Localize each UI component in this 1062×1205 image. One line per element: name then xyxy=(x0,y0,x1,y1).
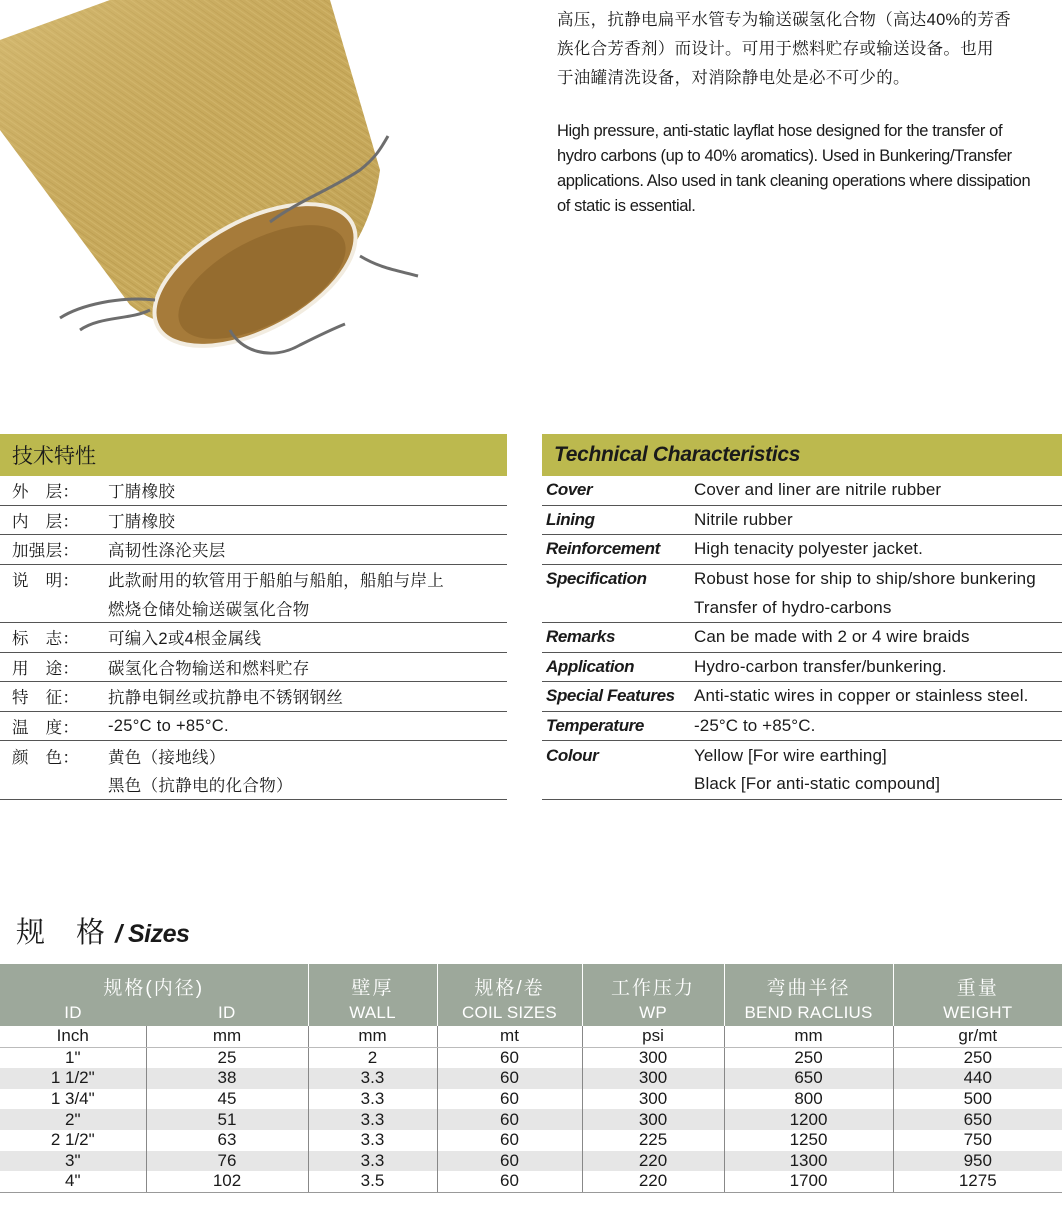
col-header-en: ID xyxy=(0,1000,146,1026)
spec-value: 高韧性涤沦夹层 xyxy=(108,535,507,565)
spec-key: 外 层： xyxy=(0,476,108,505)
spec-value: -25°C to +85°C. xyxy=(108,711,507,741)
col-header-cn: 工作压力 xyxy=(582,964,724,1000)
table-cell: 60 xyxy=(437,1130,582,1151)
table-cell: 76 xyxy=(146,1151,308,1172)
spec-value: 丁腈橡胶 xyxy=(108,505,507,535)
spec-key: Lining xyxy=(542,505,694,535)
spec-value: 黑色（抗静电的化合物） xyxy=(108,770,507,799)
table-cell: 1 3/4" xyxy=(0,1089,146,1110)
spec-value: Can be made with 2 or 4 wire braids xyxy=(694,622,1062,652)
spec-key: 说 明： xyxy=(12,572,80,591)
spec-value: 此款耐用的软管用于船舶与船舶，船舶与岸上 xyxy=(108,572,444,591)
col-header-en: WEIGHT xyxy=(893,1000,1062,1026)
table-cell: 220 xyxy=(582,1171,724,1192)
spec-key: 内 层： xyxy=(0,505,108,535)
col-header-en: BEND RACLIUS xyxy=(724,1000,893,1026)
table-cell: 650 xyxy=(893,1109,1062,1130)
table-row xyxy=(0,1089,1062,1110)
spec-key: 温 度： xyxy=(0,711,108,741)
table-cell: 4" xyxy=(0,1171,146,1192)
unit-cell: mt xyxy=(437,1026,582,1047)
spec-key: Cover xyxy=(542,476,694,505)
table-cell: 950 xyxy=(893,1151,1062,1172)
unit-cell: psi xyxy=(582,1026,724,1047)
table-cell: 220 xyxy=(582,1151,724,1172)
col-header-cn: 规格/卷 xyxy=(437,964,582,1000)
spec-key: 特 征： xyxy=(0,682,108,712)
table-cell: 60 xyxy=(437,1047,582,1068)
table-cell: 300 xyxy=(582,1047,724,1068)
spec-value: Nitrile rubber xyxy=(694,505,1062,535)
table-row xyxy=(0,1151,1062,1172)
table-row xyxy=(0,1130,1062,1151)
table-cell: 800 xyxy=(724,1089,893,1110)
spec-key: 加强层： xyxy=(0,535,108,565)
spec-value: Cover and liner are nitrile rubber xyxy=(694,476,1062,505)
spec-key: Remarks xyxy=(542,622,694,652)
table-cell: 60 xyxy=(437,1171,582,1192)
table-cell: 2" xyxy=(0,1109,146,1130)
table-row xyxy=(0,1047,1062,1068)
table-cell: 3.3 xyxy=(308,1089,437,1110)
table-cell: 45 xyxy=(146,1089,308,1110)
spec-key: Colour xyxy=(546,745,599,765)
spec-value: 黄色（接地线） xyxy=(108,748,226,767)
spec-key xyxy=(542,770,694,799)
spec-value: -25°C to +85°C. xyxy=(694,711,1062,741)
spec-key: Application xyxy=(542,652,694,682)
spec-key: Temperature xyxy=(542,711,694,741)
table-row xyxy=(0,1068,1062,1089)
table-cell: 225 xyxy=(582,1130,724,1151)
col-header-cn: 壁厚 xyxy=(308,964,437,1000)
table-cell: 1275 xyxy=(893,1171,1062,1192)
sizes-table xyxy=(0,964,1062,1193)
spec-key xyxy=(0,593,108,622)
spec-value: 抗静电铜丝或抗静电不锈钢钢丝 xyxy=(108,682,507,712)
table-cell: 1200 xyxy=(724,1109,893,1130)
spec-value: 燃烧仓储处输送碳氢化合物 xyxy=(108,593,507,622)
table-cell: 650 xyxy=(724,1068,893,1089)
col-header-en: ID xyxy=(146,1000,308,1026)
intro-en-line: High pressure, anti-static layflat hose designed for the transfer of xyxy=(557,122,1003,140)
table-cell: 2 xyxy=(308,1047,437,1068)
table-cell: 1300 xyxy=(724,1151,893,1172)
cn-specs-table xyxy=(0,434,507,800)
intro-text xyxy=(557,6,1062,219)
intro-cn-line: 族化合芳香剂）而设计。可用于燃料贮存或输送设备。也用 xyxy=(557,40,994,58)
en-specs-table xyxy=(542,434,1062,800)
table-cell: 500 xyxy=(963,1089,992,1109)
table-cell: 1" xyxy=(0,1047,146,1068)
spec-value: Robust hose for ship to ship/shore bunkering xyxy=(694,569,1036,589)
spec-key: 用 途： xyxy=(0,652,108,682)
unit-cell: gr/mt xyxy=(893,1026,1062,1047)
table-cell: 1 1/2" xyxy=(0,1068,146,1089)
intro-cn-line: 于油罐清洗设备，对消除静电处是必不可少的。 xyxy=(557,69,910,87)
unit-cell: mm xyxy=(146,1026,308,1047)
table-cell: 38 xyxy=(146,1068,308,1089)
unit-cell: Inch xyxy=(0,1026,146,1047)
spec-key xyxy=(542,593,694,622)
table-row xyxy=(0,1109,1062,1130)
sizes-title xyxy=(16,910,189,951)
table-cell: 25 xyxy=(146,1047,308,1068)
table-cell: 63 xyxy=(146,1130,308,1151)
col-header-en: WP xyxy=(582,1000,724,1026)
spec-value: High tenacity polyester jacket. xyxy=(694,535,1062,565)
table-cell: 3" xyxy=(0,1151,146,1172)
table-cell: 3.3 xyxy=(308,1130,437,1151)
spec-value: Anti-static wires in copper or stainless steel. xyxy=(694,682,1062,712)
table-cell: 60 xyxy=(437,1109,582,1130)
unit-cell: mm xyxy=(308,1026,437,1047)
table-cell: 300 xyxy=(582,1109,724,1130)
col-header-cn: 弯曲半径 xyxy=(724,964,893,1000)
table-cell: 3.3 xyxy=(308,1151,437,1172)
table-cell: 51 xyxy=(146,1109,308,1130)
col-header-cn: 重量 xyxy=(893,964,1062,1000)
table-cell: 3.3 xyxy=(308,1109,437,1130)
intro-en-line: of static is essential. xyxy=(557,197,696,215)
spec-key xyxy=(0,770,108,799)
en-specs-title: Technical Characteristics xyxy=(554,443,801,466)
table-cell: 3.5 xyxy=(308,1171,437,1192)
sizes-title-en: / Sizes xyxy=(115,920,190,948)
spec-key: Reinforcement xyxy=(542,535,694,565)
table-cell: 750 xyxy=(963,1130,992,1150)
table-cell: 1700 xyxy=(724,1171,893,1192)
intro-en-line: applications. Also used in tank cleaning operations where dissipation xyxy=(557,172,1031,190)
intro-cn-line: 高压，抗静电扁平水管专为输送碳氢化合物（高达40%的芳香 xyxy=(557,11,1011,29)
units-row xyxy=(0,1026,1062,1047)
col-header-cn: 规格(内径) xyxy=(0,964,308,1000)
spec-value: Yellow [For wire earthing] xyxy=(694,745,887,765)
table-cell: 60 xyxy=(437,1089,582,1110)
spec-value: 碳氢化合物输送和燃料贮存 xyxy=(108,652,507,682)
col-header-en: WALL xyxy=(308,1000,437,1026)
table-cell: 300 xyxy=(582,1068,724,1089)
unit-cell: mm xyxy=(724,1026,893,1047)
sizes-title-cn: 规 格 xyxy=(16,917,107,949)
spec-value: Hydro-carbon transfer/bunkering. xyxy=(694,652,1062,682)
table-cell: 102 xyxy=(146,1171,308,1192)
table-cell: 2 1/2" xyxy=(0,1130,146,1151)
spec-key: 标 志： xyxy=(0,622,108,652)
spec-key: Special Features xyxy=(542,682,694,712)
table-cell: 300 xyxy=(582,1089,724,1110)
table-row xyxy=(0,1171,1062,1192)
table-cell: 60 xyxy=(437,1068,582,1089)
table-cell: 3.3 xyxy=(308,1068,437,1089)
cn-specs-title: 技术特性 xyxy=(12,445,96,468)
spec-value: Transfer of hydro-carbons xyxy=(694,593,1062,622)
intro-en-line: hydro carbons (up to 40% aromatics). Used in Bunkering/Transfer xyxy=(557,147,1012,165)
table-cell: 250 xyxy=(963,1047,992,1067)
spec-value: Black [For anti-static compound] xyxy=(694,770,1062,799)
table-cell: 250 xyxy=(724,1047,893,1068)
hose-image xyxy=(0,0,430,380)
spec-key: Specification xyxy=(546,569,647,589)
table-cell: 60 xyxy=(437,1151,582,1172)
table-cell: 440 xyxy=(893,1068,1062,1089)
spec-key: 颜 色： xyxy=(12,748,80,767)
col-header-en: COIL SIZES xyxy=(437,1000,582,1026)
spec-value: 可编入2或4根金属线 xyxy=(108,622,507,652)
table-cell: 1250 xyxy=(724,1130,893,1151)
spec-value: 丁腈橡胶 xyxy=(108,476,507,505)
